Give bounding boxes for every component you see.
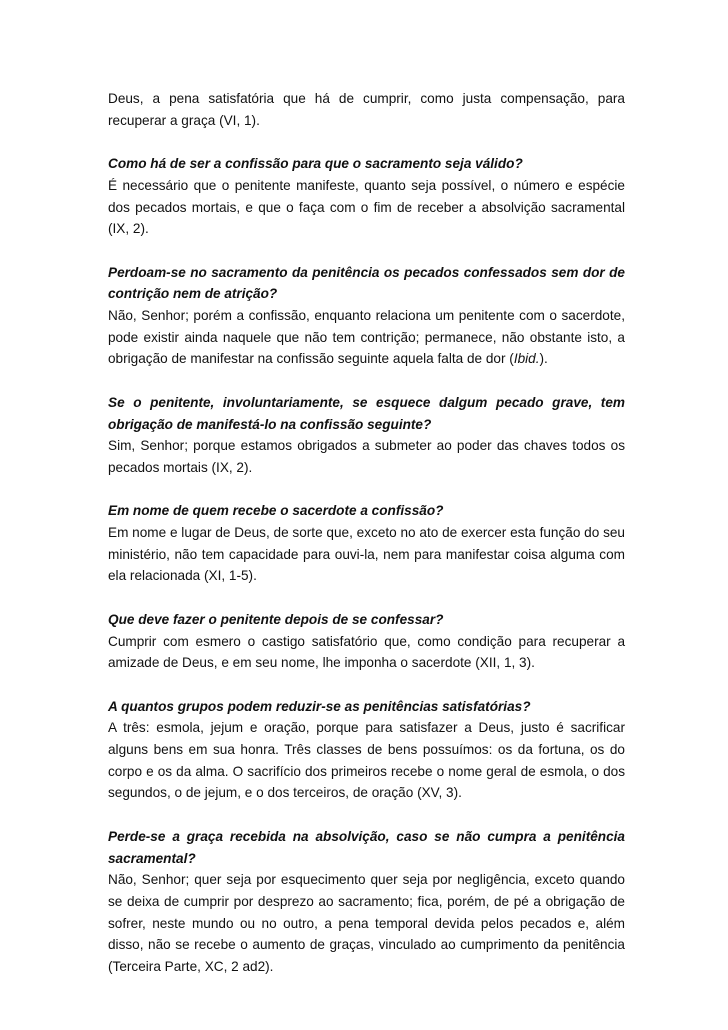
answer-2-text: Não, Senhor; porém a confissão, enquanto relaciona um penitente com o sacerdote, pode existir ainda naquele que não tem contrição; permanece, não obstante isto, a obrigação de manifestar na confissão seguinte aquela falta de dor (	[108, 308, 625, 367]
qa-block-3	[108, 392, 625, 479]
question-7: Perde-se a graça recebida na absolvição, caso se não cumpra a penitência sacramental?	[108, 828, 625, 866]
answer-1: É necessário que o penitente manifeste, quanto seja possível, o número e espécie dos pecados mortais, e que o faça com o fim de receber a absolvição sacramental (IX, 2).	[108, 177, 625, 237]
opening-paragraph: Deus, a pena satisfatória que há de cumprir, como justa compensação, para recuperar a graça (VI, 1).	[108, 91, 625, 128]
qa-block-6	[108, 696, 625, 805]
qa-block-5	[108, 609, 625, 674]
qa-block-4	[108, 500, 625, 587]
question-2: Perdoam-se no sacramento da penitência os pecados confessados sem dor de contrição nem de atrição?	[108, 264, 625, 302]
answer-2-citation: Ibid.	[513, 351, 540, 367]
qa-block-1	[108, 153, 625, 240]
answer-7: Não, Senhor; quer seja por esquecimento quer seja por negligência, exceto quando se deixa de cumprir por desprezo ao sacramento; fica, porém, de pé a obrigação de sofrer, neste mundo ou no outro, a pena temporal devida pelos pecados e, além disso, não se recebe o aumento de graças, vinculado ao cumprimento da penitência (Terceira Parte, XC, 2 ad2).	[108, 872, 625, 975]
qa-block-7	[108, 826, 625, 978]
question-6: A quantos grupos podem reduzir-se as penitências satisfatórias?	[108, 698, 531, 714]
question-4: Em nome de quem recebe o sacerdote a confissão?	[108, 503, 444, 519]
answer-2-closing: ).	[539, 351, 548, 367]
answer-6: A três: esmola, jejum e oração, porque para satisfazer a Deus, justo é sacrificar alguns bens em sua honra. Três classes de bens possuímos: os da fortuna, os do corpo e os da alma. O sacrifício dos primeiros recebe o nome geral de esmola, o dos segundos, o de jejum, e o dos terceiros, de oração (XV, 3).	[108, 720, 625, 801]
answer-5: Cumprir com esmero o castigo satisfatório que, como condição para recuperar a amizade de Deus, e em seu nome, lhe imponha o sacerdote (XII, 1, 3).	[108, 633, 625, 671]
answer-3: Sim, Senhor; porque estamos obrigados a submeter ao poder das chaves todos os pecados mortais (IX, 2).	[108, 438, 625, 475]
answer-2	[108, 305, 625, 370]
document-page	[108, 88, 625, 978]
question-5: Que deve fazer o penitente depois de se confessar?	[108, 611, 444, 627]
answer-4: Em nome e lugar de Deus, de sorte que, exceto no ato de exercer esta função do seu ministério, não tem capacidade para ouvi-la, nem para manifestar coisa alguma com ela relacionada (XI, 1-5).	[108, 525, 625, 584]
qa-block-2	[108, 262, 625, 371]
question-3: Se o penitente, involuntariamente, se esquece dalgum pecado grave, tem obrigação de manifestá-lo na confissão seguinte?	[108, 394, 625, 432]
question-1: Como há de ser a confissão para que o sacramento seja válido?	[108, 156, 523, 172]
